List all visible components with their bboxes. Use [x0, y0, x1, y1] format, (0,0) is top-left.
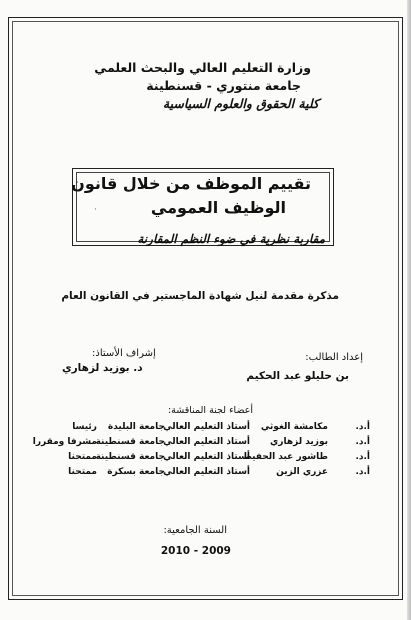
member-role: ممتحنا	[68, 452, 97, 462]
ink-mark: ·	[94, 205, 97, 215]
member-university: جامعة بسكرة	[107, 467, 165, 477]
committee-row	[20, 437, 370, 452]
committee-row	[20, 422, 370, 437]
ministry-name: وزارة التعليم العالي والبحث العلمي	[94, 60, 311, 75]
member-rank: أستاذ التعليم العالي	[163, 437, 250, 447]
member-title: أ.د.	[355, 422, 370, 432]
member-rank: أستاذ التعليم العالي	[163, 422, 250, 432]
committee-row	[20, 467, 370, 482]
supervisor-name: د. بوزيد لزهاري	[62, 362, 143, 374]
member-name: طاشور عبد الحفيظ	[242, 452, 328, 462]
prepared-by-label: إعداد الطالب:	[305, 352, 363, 363]
committee-row	[20, 452, 370, 467]
memo-statement: مذكرة مقدمة لنيل شهادة الماجستير في القانون العام	[61, 290, 339, 302]
university-name: جامعة منتوري - قسنطينة	[146, 78, 301, 93]
faculty-name: كلية الحقوق والعلوم السياسية	[162, 96, 319, 111]
scan-edge	[407, 0, 411, 620]
member-role: مشرفا ومقررا	[32, 437, 97, 447]
member-rank: أستاذ التعليم العالي	[163, 452, 250, 462]
member-university: جامعة قسنطينة	[95, 437, 165, 447]
academic-year-label: السنة الجامعية:	[163, 525, 227, 536]
student-name: بن حليلو عبد الحكيم	[246, 370, 349, 382]
committee-label: أعضاء لجنة المناقشة:	[167, 405, 253, 416]
member-name: مكامشة الغوثي	[260, 422, 328, 432]
member-university: جامعة البليدة	[107, 422, 165, 432]
member-role: ممتحنا	[68, 467, 97, 477]
member-role: رئيسا	[72, 422, 97, 432]
member-title: أ.د.	[355, 467, 370, 477]
academic-year: 2010 - 2009	[160, 545, 231, 557]
thesis-title-line2: الوظيف العمومي	[150, 198, 286, 217]
member-rank: أستاذ التعليم العالي	[163, 467, 250, 477]
member-name: عزري الزين	[276, 467, 328, 477]
supervision-label: إشراف الأستاذ:	[92, 348, 156, 359]
thesis-subtitle: مقاربة نظرية في ضوء النظم المقارنة	[137, 232, 325, 246]
member-name: بوزيد لزهاري	[270, 437, 328, 447]
member-title: أ.د.	[355, 452, 370, 462]
thesis-title-line1: تقييم الموظف من خلال قانون	[71, 174, 311, 193]
member-university: جامعة قسنطينة	[95, 452, 165, 462]
member-title: أ.د.	[355, 437, 370, 447]
